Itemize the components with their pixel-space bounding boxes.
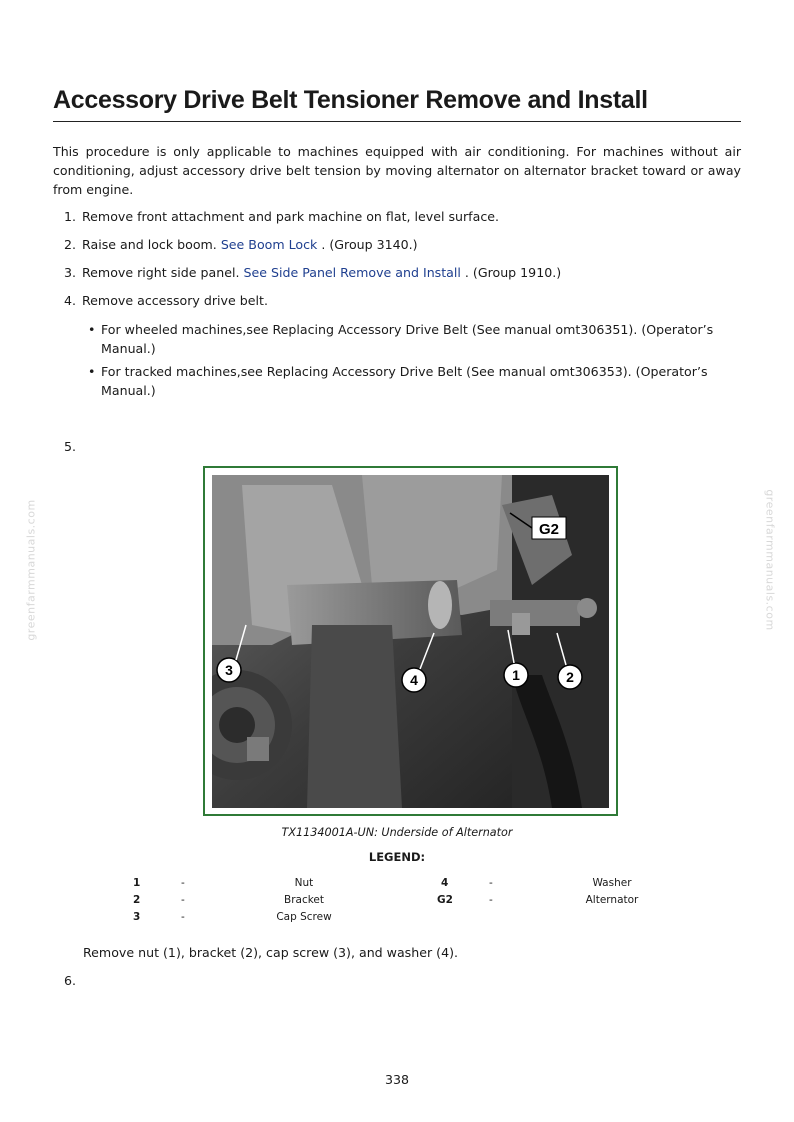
legend-label: Alternator: [585, 894, 639, 906]
legend-title: LEGEND:: [368, 850, 426, 864]
page-number: 338: [384, 1072, 410, 1087]
step-number: 5.: [64, 439, 77, 454]
alternator-figure: [203, 466, 618, 816]
alternator-photo: [212, 475, 609, 808]
watermark-right: greenfarmmanuals.com: [763, 489, 777, 631]
step-group-ref: . (Group 3140.): [317, 237, 418, 252]
watermark-left: greenfarmmanuals.com: [24, 499, 38, 641]
intro-paragraph: This procedure is only applicable to machines equipped with air conditioning. For machines without air conditioning, adjust accessory drive belt tension by moving alternator on alternator bracket toward or away from engine.: [53, 144, 741, 197]
callout-g2-label: G2: [538, 521, 560, 538]
legend-dash: -: [181, 894, 185, 906]
step-text: Remove right side panel.: [82, 265, 244, 280]
bullet-text: For tracked machines,see Replacing Accessory Drive Belt (See manual omt306353). (Operator’s Manual.): [101, 364, 708, 398]
legend-dash: -: [181, 911, 185, 923]
legend-dash: -: [489, 877, 493, 889]
step-number: 6.: [64, 973, 77, 988]
legend-key: 3: [133, 911, 141, 923]
step-6: [64, 971, 734, 990]
legend-dash: -: [181, 877, 185, 889]
step-2: [64, 235, 734, 254]
page-title: Accessory Drive Belt Tensioner Remove and Install: [53, 86, 741, 122]
step-text: Raise and lock boom.: [82, 237, 221, 252]
step-text: Remove front attachment and park machine on flat, level surface.: [82, 209, 500, 224]
bullet-wheeled: [88, 320, 728, 358]
removal-instruction: Remove nut (1), bracket (2), cap screw (3), and washer (4).: [83, 945, 459, 960]
step-text: Remove accessory drive belt.: [82, 293, 268, 308]
step-1: [64, 207, 734, 226]
step-number: 1.: [64, 209, 77, 224]
step-3: [64, 263, 734, 282]
legend-key: 1: [133, 877, 141, 889]
boom-lock-link[interactable]: See Boom Lock: [220, 237, 318, 252]
step-number: 4.: [64, 293, 77, 308]
step-4: [64, 291, 734, 310]
legend-label: Cap Screw: [276, 911, 332, 923]
side-panel-link[interactable]: See Side Panel Remove and Install: [243, 265, 461, 280]
figure-caption: TX1134001A-UN: Underside of Alternator: [281, 826, 513, 839]
step-group-ref: . (Group 1910.): [460, 265, 562, 280]
legend-key: G2: [437, 894, 453, 906]
legend-key: 4: [441, 877, 449, 889]
callout-2-label: 2: [566, 669, 574, 685]
bullet-dot: •: [88, 364, 96, 379]
callout-4-label: 4: [410, 672, 418, 688]
bullet-dot: •: [88, 322, 96, 337]
legend-label: Nut: [294, 877, 314, 889]
legend-label: Washer: [592, 877, 632, 889]
bullet-tracked: [88, 362, 728, 400]
step-number: 2.: [64, 237, 77, 252]
callout-1-label: 1: [512, 667, 520, 683]
legend-key: 2: [133, 894, 141, 906]
legend-label: Bracket: [283, 894, 324, 906]
bullet-text: For wheeled machines,see Replacing Accessory Drive Belt (See manual omt306351). (Operator’s Manual.): [101, 322, 714, 356]
callout-3-label: 3: [225, 662, 233, 678]
step-5: [64, 437, 734, 456]
step-number: 3.: [64, 265, 77, 280]
legend-dash: -: [489, 894, 493, 906]
